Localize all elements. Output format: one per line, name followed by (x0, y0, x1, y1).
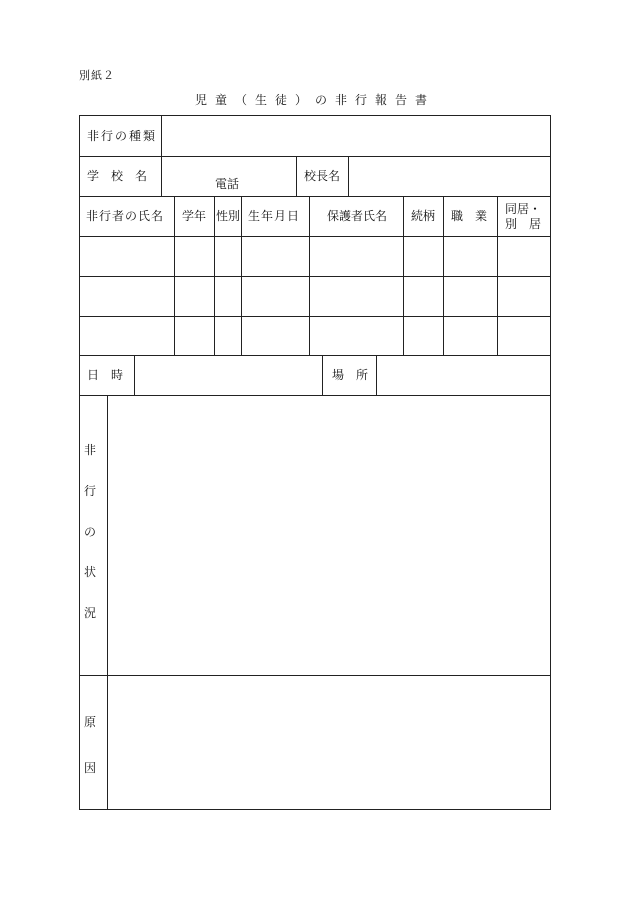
place-label: 場 所 (332, 368, 369, 382)
col-job-header: 職 業 (451, 209, 488, 223)
row2-sex[interactable] (215, 277, 241, 315)
col-grade-header: 学年 (182, 209, 207, 223)
row1-job[interactable] (444, 237, 497, 275)
row3-cohab[interactable] (498, 317, 548, 355)
cause-label-char-2: 因 (83, 761, 96, 775)
col-name-header: 非行者の氏名 (86, 209, 165, 223)
type-label: 非行の種類 (87, 129, 158, 143)
situation-field[interactable] (108, 396, 548, 674)
row1-cohab[interactable] (498, 237, 548, 275)
row3-guardian[interactable] (310, 317, 403, 355)
principal-label: 校長名 (304, 169, 341, 183)
school-label: 学 校 名 (87, 169, 148, 183)
attachment-label: 別紙２ (79, 69, 115, 82)
vrule-place-l (322, 355, 323, 395)
report-form (79, 115, 551, 810)
row1-relation[interactable] (404, 237, 443, 275)
row2-dob[interactable] (242, 277, 309, 315)
cause-label-char-1: 原 (83, 715, 96, 729)
col-sex-header: 性別 (216, 209, 241, 223)
col-guardian-header: 保護者氏名 (327, 209, 388, 223)
row3-sex[interactable] (215, 317, 241, 355)
row2-grade[interactable] (175, 277, 214, 315)
row2-job[interactable] (444, 277, 497, 315)
datetime-label: 日 時 (87, 368, 124, 382)
situation-label-char-1: 非 (83, 443, 96, 457)
row2-cohab[interactable] (498, 277, 548, 315)
col-dob-header: 生年月日 (248, 209, 301, 223)
row1-grade[interactable] (175, 237, 214, 275)
type-field[interactable] (162, 117, 548, 155)
phone-label: 電話 (215, 177, 240, 191)
situation-label-char-5: 況 (83, 606, 96, 620)
situation-label-char-3: の (83, 525, 96, 539)
situation-label-char-4: 状 (83, 565, 96, 579)
cause-field[interactable] (108, 676, 548, 808)
row3-relation[interactable] (404, 317, 443, 355)
row3-name[interactable] (80, 317, 174, 355)
row3-job[interactable] (444, 317, 497, 355)
col-relation-header: 続柄 (411, 209, 436, 223)
row1-sex[interactable] (215, 237, 241, 275)
row3-grade[interactable] (175, 317, 214, 355)
place-field[interactable] (377, 356, 548, 394)
principal-field[interactable] (349, 157, 548, 195)
page-title: 児童（生徒）の非行報告書 (194, 93, 435, 107)
datetime-field[interactable] (135, 356, 322, 394)
situation-label-char-2: 行 (83, 484, 96, 498)
vrule-phone (296, 156, 297, 196)
row1-guardian[interactable] (310, 237, 403, 275)
row2-guardian[interactable] (310, 277, 403, 315)
col-cohab-header-bottom: 別 居 (505, 217, 542, 231)
row2-relation[interactable] (404, 277, 443, 315)
col-cohab-header-top: 同居・ (505, 202, 542, 216)
row1-name[interactable] (80, 237, 174, 275)
row2-name[interactable] (80, 277, 174, 315)
row1-dob[interactable] (242, 237, 309, 275)
row3-dob[interactable] (242, 317, 309, 355)
rule-2 (80, 196, 550, 197)
